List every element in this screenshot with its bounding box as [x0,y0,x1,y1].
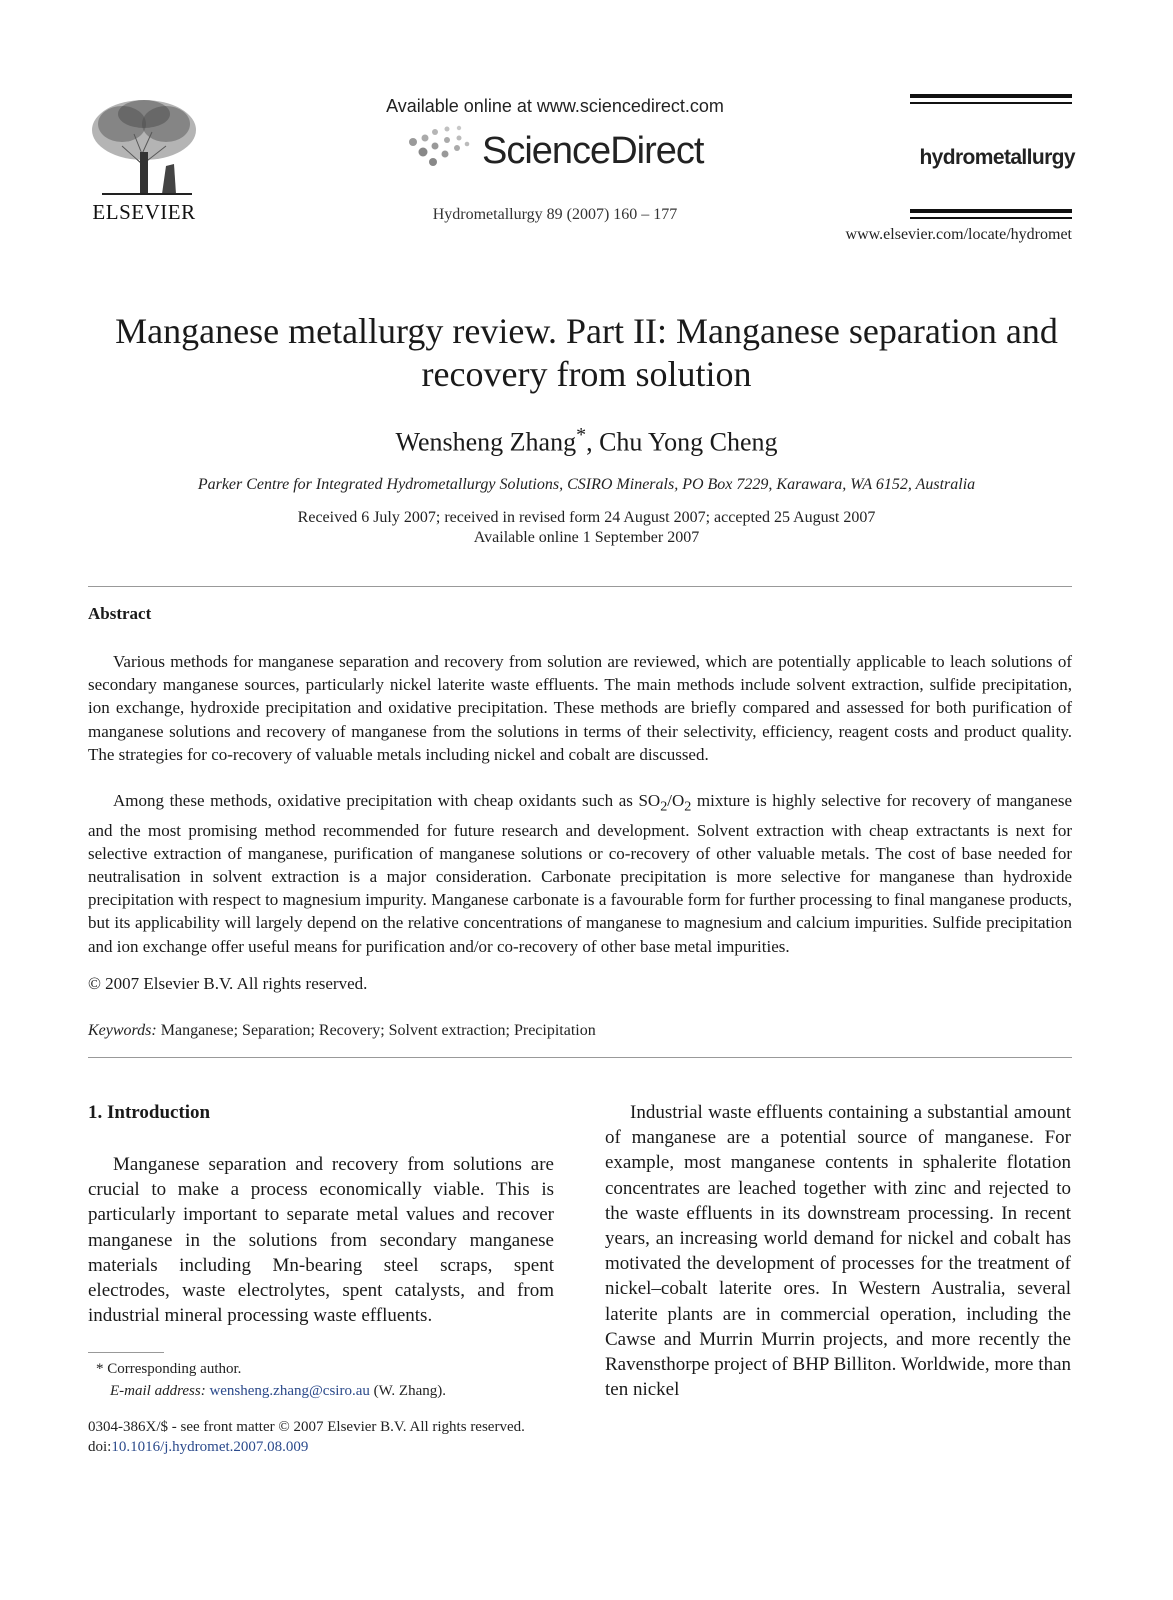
publisher-name: ELSEVIER [92,200,196,224]
section-heading: 1. Introduction [88,1102,211,1123]
journal-rule-top-thin [910,102,1072,104]
keywords-list: Manganese; Separation; Recovery; Solvent extraction; Precipitation [160,1022,596,1039]
email-suffix: (W. Zhang). [369,1383,446,1399]
doi-line [88,1439,308,1456]
abstract-top-rule [88,586,1072,587]
email-label: E-mail address: [110,1383,206,1399]
journal-rule-bottom [910,209,1072,213]
abstract-paragraph: Various methods for manganese separation and recovery from solution are reviewed, which are potentially applicable to leach solutions of secondary manganese sources, particularly nickel laterite waste effluents. The main methods include solvent extraction, sulfide precipitation, ion exchange, hydroxide precipitation and oxidative precipitation. These methods are briefly compared and assessed for both purification of manganese solutions and recovery of manganese from the solutions in terms of their selectivity, efficiency, reagent costs and product quality. The strategies for co-recovery of valuable metals including nickel and cobalt are discussed. [88,652,1072,764]
abstract-text: /O [667,791,685,810]
author-separator: , [586,427,600,457]
keywords-label: Keywords: [88,1022,157,1039]
article-history: Received 6 July 2007; received in revised form 24 August 2007; accepted 25 August 2007 [297,509,876,526]
abstract-paragraph [88,789,1072,958]
sciencedirect-dots-icon [405,124,475,170]
affiliation: Parker Centre for Integrated Hydrometallurgy Solutions, CSIRO Minerals, PO Box 7229, Karawara, WA 6152, Australia [197,476,976,493]
online-date: Available online 1 September 2007 [473,529,700,546]
email-note [110,1383,446,1400]
journal-rule-bottom-thin [910,217,1072,219]
email-link[interactable]: wensheng.zhang@csiro.au [209,1383,370,1399]
paper-title: Manganese metallurgy review. Part II: Manganese separation and recovery from solution [115,311,1058,394]
journal-rule-top [910,94,1072,98]
abstract-bottom-rule [88,1057,1072,1058]
elsevier-logo [82,94,206,226]
author-name[interactable]: Wensheng Zhang [395,427,577,457]
keywords-line [88,1022,596,1040]
journal-citation: Hydrometallurgy 89 (2007) 160 – 177 [432,206,678,223]
available-online-line[interactable]: Available online at www.sciencedirect.com [386,96,724,116]
doi-link[interactable]: 10.1016/j.hydromet.2007.08.009 [111,1439,309,1455]
issn-line: 0304-386X/$ - see front matter © 2007 Elsevier B.V. All rights reserved. [88,1419,525,1435]
author-list [80,424,1093,458]
journal-url-link[interactable]: www.elsevier.com/locate/hydromet [845,226,1072,243]
elsevier-tree-icon [82,94,206,198]
abstract-text: mixture is highly selective for recovery of manganese and the most promising method recommended for future research and development. Solvent extraction with cheap extractants is next for selective extraction of manganese, purification of manganese solutions or co-recovery of other valuable metals. The cost of base needed for neutralisation in solvent extraction is a major consideration. Carbonate precipitation is more selective for manganese than hydroxide precipitation with respect to magnesium impurity. Manganese carbonate is a favourable form for further processing to final manganese products, but its applicability will largely depend on the relative concentrations of manganese to magnesium and calcium impurities. Sulfide precipitation and ion exchange offer useful means for purification and/or co-recovery of other base metal impurities. [88,791,1072,956]
body-paragraph: Industrial waste effluents containing a substantial amount of manganese are a potential source of manganese. For example, most manganese contents in sphalerite flotation concentrates are leached together with zinc and rejected to the waste effluents in its downstream processing. In recent years, an increasing world demand for nickel and cobalt has motivated the development of processes for the treatment of nickel–cobalt laterite ores. In Western Australia, several laterite plants are in commercial operation, including the Cawse and Murrin Murrin projects, and more recently the Ravensthorpe project of BHP Billiton. Worldwide, more than ten nickel [605,1102,1071,1401]
corresponding-mark[interactable]: * [576,424,587,446]
journal-name: hydrometallurgy [919,146,1075,169]
sciencedirect-wordmark: ScienceDirect [482,130,704,172]
subscript: 2 [684,798,692,815]
abstract-heading: Abstract [88,604,152,623]
abstract-copyright: © 2007 Elsevier B.V. All rights reserved. [88,974,368,993]
author-name[interactable]: Chu Yong Cheng [599,427,778,457]
footnote-rule [88,1352,164,1353]
doi-prefix: doi: [88,1439,112,1455]
corresponding-author-note: * Corresponding author. [96,1361,242,1377]
subscript: 2 [660,798,668,815]
abstract-text: Among these methods, oxidative precipitation with cheap oxidants such as SO [113,791,661,810]
body-paragraph: Manganese separation and recovery from solutions are crucial to make a process economically viable. This is particularly important to separate metal values and recover manganese in the solutions from secondary manganese materials including Mn-bearing steel scraps, spent electrodes, waste electrolytes, spent catalysts, and from industrial mineral processing waste effluents. [88,1154,554,1327]
